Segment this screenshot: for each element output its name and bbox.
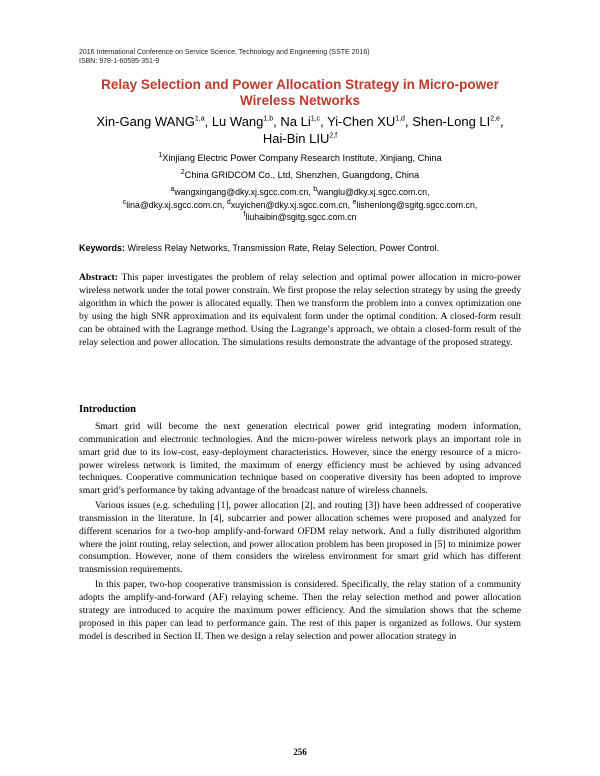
author-name: Shen-Long LI [412,114,491,129]
abstract-text: This paper investigates the problem of relay selection and optimal power allocation in micro-power wireless network under the total power constrain. We first propose the relay selection strategy by using the greedy algorithm in which the power is allocated equally. Then we transform the problem into a convex optimization one by using the high SNR approximation and its equivalent form under the optimal condition. A closed-form result can be obtained with the Lagrange method. Using the Lagrange’s approach, we obtain a closed-form result of the relay selection and power allocation. The simulations results demonstrate the advantage of the proposed strategy. [79,272,521,348]
author-sup: 1,d [395,115,405,123]
author-sup: 1,b [263,115,274,123]
introduction-body [79,421,521,645]
email-address[interactable]: xuyichen@dky.xj.sgcc.com.cn [230,199,348,210]
affiliation-2 [80,170,520,181]
email-sup: f [243,211,246,219]
email-address[interactable]: wanglu@dky.xj.sgcc.com.cn [317,187,428,197]
email-address[interactable]: lishenlong@sgitg.sgcc.com.cn [356,199,475,210]
author-name: Na Li [280,114,311,129]
email-sup: a [170,186,175,194]
author-list: Xin-Gang WANG$^{1,a}$, Lu Wang$^{1,b}$, Na Li$^{1,c}$, Yi-Chen XU$^{1,d}$, Shen-Long LI$^{2,e}$, Hai-Bin LIU$^{2,f}$ [96,114,504,146]
email-sup: c [122,198,127,206]
paragraph: In this paper, two-hop cooperative transmission is considered. Specifically, the relay station of a community adopts the amplify-and-forward (AF) relaying scheme. Then the relay selection method and power allocation strategy are introduced to acquire the maximum power efficiency. And the simulation shows that the scheme proposed in this paper can lead to performance gain. The rest of this paper is organized as follows. Our system model is described in Section II. Then we design a relay selection and power allocation strategy in [79,579,521,642]
email-sup: b [313,186,318,194]
abstract [79,272,521,349]
author-name: Xin-Gang WANG [96,114,195,129]
section-heading: Introduction [79,404,136,415]
keywords-text: Wireless Relay Networks, Transmission Rate, Relay Selection, Power Control. [127,243,440,253]
affiliation-text: China GRIDCOM Co., Ltd, Shenzhen, Guangdong, China [184,170,420,180]
paragraph: Smart grid will become the next generation electrical power grid integrating modern information, communication and electronic technologies. And the micro-power wireless network plays an important role in smart grid due to its low-cost, easy-deployment characteristics. However, since the energy resource of a micro-power wireless network is limited, the maximum of energy efficiency must be achieved by using advanced techniques. Cooperative communication technique based on cooperative diversity has been adopted to improve smart grid’s performance by taking advantage of the broadcast nature of wireless channels. [79,421,521,497]
keywords [79,243,521,254]
email-address[interactable]: lina@dky.xj.sgcc.com.cn [126,199,222,210]
author-sup: 2,e [490,115,500,123]
author-name: Yi-Chen XU [327,114,396,129]
affiliation-1 [80,153,520,164]
keywords-label: Keywords: [79,243,126,253]
affiliation-sup: 2 [180,168,185,176]
author-sup: 1,c [310,115,321,123]
paper-title: Relay Selection and Power Allocation Strategy in Micro-power Wireless Networks [101,77,499,108]
author-sup: 1,a [194,115,205,123]
affiliation-text: Xinjiang Electric Power Company Research Institute, Xinjiang, China [162,153,442,163]
email-address[interactable]: liuhaibin@sgitg.sgcc.com.cn [245,212,357,222]
affiliation-sup: 1 [158,151,163,159]
author-name: Hai-Bin LIU [262,131,330,146]
author-name: Lu Wang [211,114,264,129]
author-sup: 2,f [329,132,338,140]
conference-name: 2016 International Conference on Service Science, Technology and Engineering (SSTE 2016) [79,49,370,56]
abstract-label: Abstract: [79,272,118,283]
page-number: 256 [293,747,307,757]
email-sup: e [352,198,357,206]
isbn: ISBN: 978-1-60595-351-9 [79,58,160,65]
paragraph: Various issues (e.g. scheduling [1], power allocation [2], and routing [3]) have been addressed of cooperative transmission in the literature. In [4], subcarrier and power allocation schemes were proposed and analyzed for different scenarios for a two-hop amplify-and-forward OFDM relay network. And a fully distributed algorithm where the joint routing, relay selection, and power allocation problem has been proposed in [5] to minimize power consumption. However, none of them considers the wireless environment for smart grid which has different transmission requirements. [79,500,521,576]
conference-header [79,48,370,66]
email-list: $^a$wangxingang@dky.xj.sgcc.com.cn, $^b$wanglu@dky.xj.sgcc.com.cn, $^c$lina@dky.xj.sgcc.com.cn, $^d$xuyichen@dky.xj.sgcc.com.cn, $^e$lishenlong@sgitg.sgcc.com.cn, $^f$liuhaibin@sgitg.sgcc.com.cn [122,186,478,222]
email-address[interactable]: wangxingang@dky.xj.sgcc.com.cn [174,187,309,197]
email-sup: d [226,198,231,206]
